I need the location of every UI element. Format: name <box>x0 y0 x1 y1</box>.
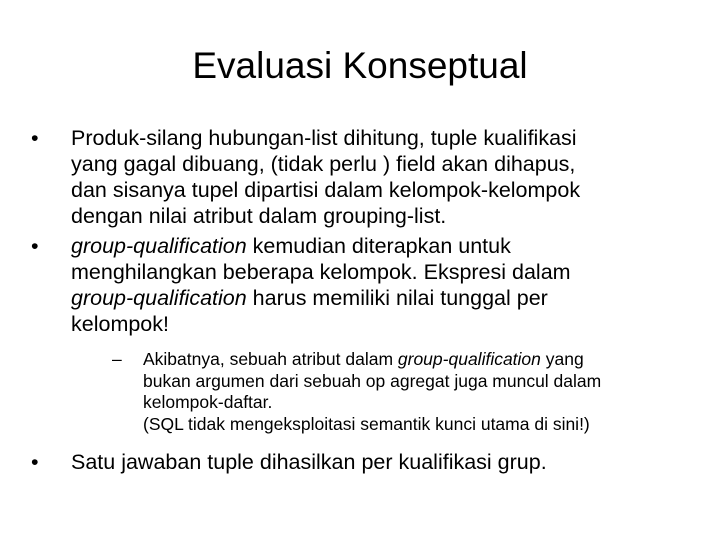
slide-title: Evaluasi Konseptual <box>192 45 528 86</box>
sub-bullet-line-1-pre: Akibatnya, sebuah atribut dalam <box>143 349 398 369</box>
bullet-2-line-3 <box>71 285 698 311</box>
sub-bullet-item <box>71 349 698 435</box>
sub-bullet-line-3: kelompok-daftar. <box>143 392 273 412</box>
bullet-1-line-3: dan sisanya tupel dipartisi dalam kelompok-kelompok <box>71 178 581 202</box>
bullet-1-line-2: yang gagal dibuang, (tidak perlu ) field akan dihapus, <box>71 152 576 176</box>
bullet-item-2 <box>30 233 698 435</box>
bullet-2-line-4: kelompok! <box>71 312 169 336</box>
sub-bullet-line-4: (SQL tidak mengeksploitasi semantik kunci utama di sini!) <box>143 413 590 434</box>
bullet-marker: • <box>31 234 39 258</box>
bullet-2-line-2: menghilangkan beberapa kelompok. Ekspresi dalam <box>71 260 571 284</box>
bullet-marker: • <box>31 450 39 474</box>
bullet-marker: • <box>31 126 39 150</box>
sub-bullet-line-1 <box>143 349 698 371</box>
dash-marker: – <box>112 349 122 369</box>
italic-term: group-qualification <box>71 234 247 258</box>
bullet-2-line-1 <box>71 233 698 259</box>
bullet-item-3 <box>30 449 698 475</box>
slide-content <box>30 125 698 479</box>
italic-term: group-qualification <box>71 286 247 310</box>
bullet-3-line-1: Satu jawaban tuple dihasilkan per kualifikasi grup. <box>71 450 547 474</box>
bullet-2-line-3-text: harus memiliki nilai tunggal per <box>246 286 548 310</box>
bullet-1-line-4: dengan nilai atribut dalam grouping-list. <box>71 204 447 228</box>
bullet-2-line-1-text: kemudian diterapkan untuk <box>246 234 511 258</box>
italic-term: group-qualification <box>397 349 541 369</box>
sub-bullet-line-2: bukan argumen dari sebuah op agregat juga muncul dalam <box>143 370 602 391</box>
sub-bullet-line-1-post: yang <box>540 349 584 369</box>
bullet-item-1 <box>30 125 698 229</box>
bullet-1-line-1: Produk-silang hubungan-list dihitung, tuple kualifikasi <box>71 126 577 150</box>
